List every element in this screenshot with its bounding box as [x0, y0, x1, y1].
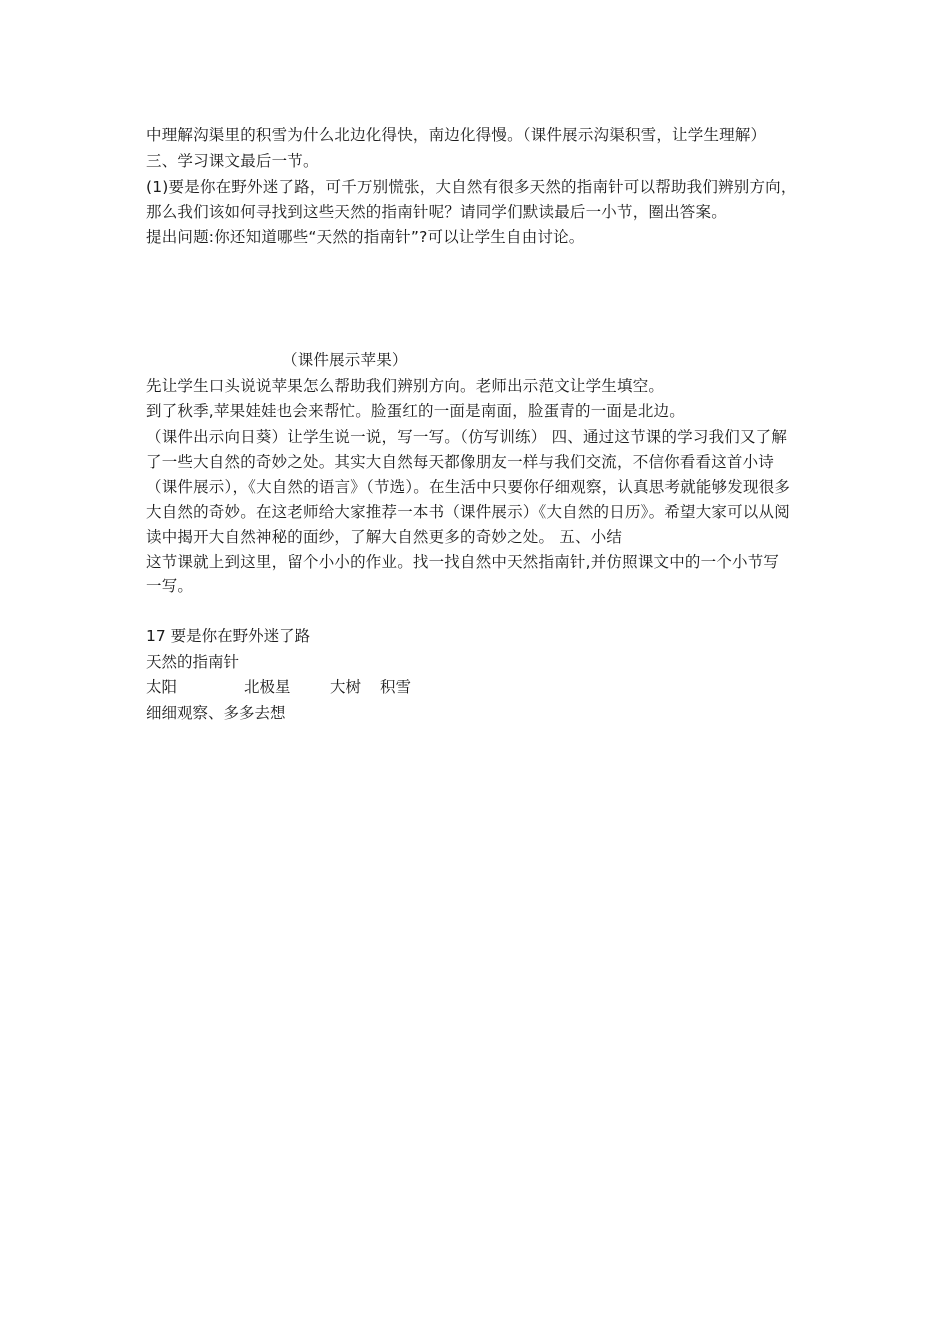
blackboard-title: 17 要是你在野外迷了路 [146, 627, 311, 645]
paragraph-line: （课件展示），《大自然的语言》（节选）。在生活中只要你仔细观察，认真思考就能够发现很多 [146, 478, 791, 496]
keyword-big-tree: 大树 [330, 678, 362, 696]
paragraph-line: 中理解沟渠里的积雪为什么北边化得快，南边化得慢。（课件展示沟渠积雪，让学生理解） [146, 126, 767, 144]
keyword-north-star: 北极星 [244, 678, 291, 696]
courseware-caption: （课件展示苹果） [282, 351, 408, 369]
paragraph-line: 提出问题:你还知道哪些“天然的指南针”?可以让学生自由讨论。 [146, 228, 585, 246]
keyword-snow: 积雪 [380, 678, 412, 696]
paragraph-line: 这节课就上到这里，留个小小的作业。找一找自然中天然指南针,并仿照课文中的一个小节写 [146, 553, 780, 571]
paragraph-line: 那么我们该如何寻找到这些天然的指南针呢？请同学们默读最后一小节，圈出答案。 [146, 203, 727, 221]
paragraph-line: (1)要是你在野外迷了路，可千万别慌张，大自然有很多天然的指南针可以帮助我们辨别方向， [146, 178, 797, 196]
paragraph-line: （课件出示向日葵）让学生说一说，写一写。（仿写训练） 四、通过这节课的学习我们又了解 [146, 428, 788, 446]
section-heading: 三、学习课文最后一节。 [146, 152, 319, 170]
blackboard-summary: 细细观察、多多去想 [146, 704, 286, 722]
paragraph-line: 读中揭开大自然神秘的面纱，了解大自然更多的奇妙之处。 五、小结 [146, 528, 623, 546]
paragraph-line: 一写。 [146, 577, 194, 595]
blackboard-keywords [146, 677, 446, 697]
blackboard-subtitle: 天然的指南针 [146, 653, 240, 671]
paragraph-line: 到了秋季,苹果娃娃也会来帮忙。脸蛋红的一面是南面，脸蛋青的一面是北边。 [146, 402, 685, 420]
paragraph-line: 了一些大自然的奇妙之处。其实大自然每天都像朋友一样与我们交流，不信你看看这首小诗 [146, 453, 775, 471]
keyword-sun: 太阳 [146, 678, 178, 696]
paragraph-line: 先让学生口头说说苹果怎么帮助我们辨别方向。老师出示范文让学生填空。 [146, 377, 665, 395]
paragraph-line: 大自然的奇妙。在这老师给大家推荐一本书（课件展示）《大自然的日历》。希望大家可以从阅 [146, 503, 790, 521]
